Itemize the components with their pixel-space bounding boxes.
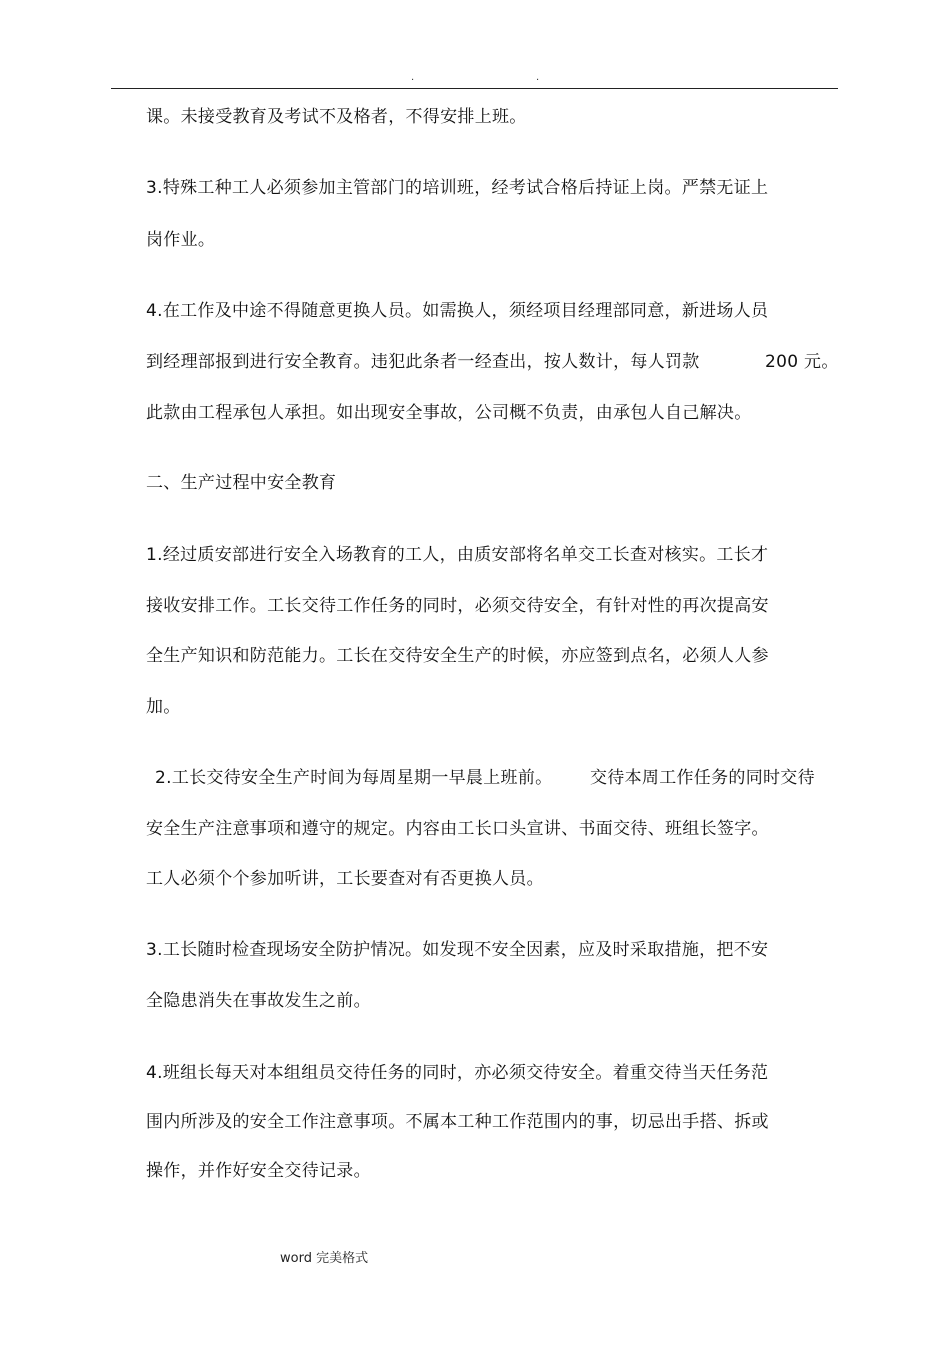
text-line: 岗作业。	[146, 230, 216, 250]
section-heading: 二、生产过程中安全教育	[146, 473, 337, 493]
text-line: 4.在工作及中途不得随意更换人员。如需换人，须经项目经理部同意，新进场人员	[146, 301, 769, 321]
text-line: 3.特殊工种工人必须参加主管部门的培训班，经考试合格后持证上岗。严禁无证上	[146, 178, 769, 198]
text-line: 围内所涉及的安全工作注意事项。不属本工种工作范围内的事，切忌出手搭、拆或	[146, 1112, 769, 1132]
text-line: 1.经过质安部进行安全入场教育的工人，由质安部将名单交工长查对核实。工长才	[146, 545, 769, 565]
page-footer: word 完美格式	[280, 1251, 369, 1266]
text-line: 加。	[146, 697, 181, 717]
text-line: 操作，并作好安全交待记录。	[146, 1161, 371, 1181]
text-line: 课。未接受教育及考试不及格者，不得安排上班。	[146, 107, 527, 127]
text-line: 工人必须个个参加听讲，工长要查对有否更换人员。	[146, 869, 544, 889]
header-dot-right: .	[536, 72, 540, 83]
text-line: 4.班组长每天对本组组员交待任务的同时，亦必须交待安全。着重交待当天任务范	[146, 1063, 769, 1083]
text-line: 2.工长交待安全生产时间为每周星期一早晨上班前。	[155, 768, 553, 788]
text-line: 全生产知识和防范能力。工长在交待安全生产的时候，亦应签到点名，必须人人参	[146, 646, 769, 666]
text-line: 安全生产注意事项和遵守的规定。内容由工长口头宣讲、书面交待、班组长签字。	[146, 819, 769, 839]
text-line: 交待本周工作任务的同时交待	[590, 768, 815, 788]
text-line-amount: 200 元。	[765, 352, 839, 372]
header-rule	[111, 88, 838, 89]
header-dot-left: .	[411, 72, 415, 83]
text-line: 到经理部报到进行安全教育。违犯此条者一经查出，按人数计，每人罚款	[146, 352, 700, 372]
text-line: 3.工长随时检查现场安全防护情况。如发现不安全因素，应及时采取措施，把不安	[146, 940, 769, 960]
text-line: 接收安排工作。工长交待工作任务的同时，必须交待安全，有针对性的再次提高安	[146, 596, 769, 616]
text-line: 全隐患消失在事故发生之前。	[146, 991, 371, 1011]
text-line: 此款由工程承包人承担。如出现安全事故，公司概不负责，由承包人自己解决。	[146, 403, 752, 423]
